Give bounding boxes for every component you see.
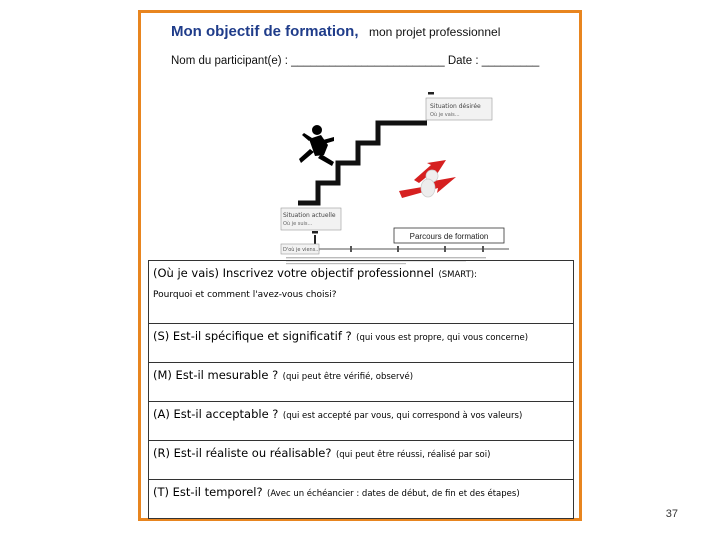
specific-row[interactable] <box>148 323 574 363</box>
realistic-hint: (qui peut être réussi, réalisé par soi) <box>335 450 491 460</box>
red-arrows-figure-icon <box>399 160 456 198</box>
measurable-hint: (qui peut être vérifié, observé) <box>282 372 414 382</box>
participant-name-line: Nom du participant(e) : ________________________ Date : _________ <box>171 55 540 67</box>
page-number: 37 <box>665 508 678 520</box>
where-i-am-label: Où je suis... <box>283 221 313 227</box>
measurable-label: (M) Est-il mesurable ? <box>153 368 279 382</box>
specific-hint: (qui vous est propre, qui vous concerne) <box>356 333 529 343</box>
acceptable-row[interactable] <box>148 401 574 441</box>
current-situation-box <box>281 208 341 230</box>
smart-questions-table <box>148 260 574 518</box>
objective-row[interactable] <box>148 260 574 324</box>
specific-label: (S) Est-il spécifique et significatif ? <box>153 329 352 343</box>
acceptable-label: (A) Est-il acceptable ? <box>153 407 279 421</box>
measurable-row[interactable] <box>148 362 574 402</box>
page-title <box>171 23 500 41</box>
acceptable-hint: (qui est accepté par vous, qui correspond à vos valeurs) <box>282 411 523 421</box>
desired-situation-box <box>426 92 492 120</box>
temporal-hint: (Avec un échéancier : dates de début, de fin et des étapes) <box>267 489 520 499</box>
temporal-label: (T) Est-il temporel? <box>153 485 263 499</box>
objective-why: Pourquoi et comment l'avez-vous choisi? <box>153 290 337 300</box>
current-situation-label: Situation actuelle <box>283 212 336 219</box>
parcours-label: Parcours de formation <box>409 232 489 241</box>
title-main: Mon objectif de formation, <box>171 23 359 40</box>
realistic-label: (R) Est-il réaliste ou réalisable? <box>153 446 332 460</box>
where-i-come-from-label: D'où je viens... <box>283 247 321 253</box>
objective-label: (Où je vais) Inscrivez votre objectif professionnel <box>153 266 434 280</box>
title-sub: mon projet professionnel <box>368 25 501 39</box>
temporal-row[interactable] <box>148 479 574 519</box>
objective-hint: (SMART): <box>438 270 477 280</box>
document-frame <box>138 10 582 521</box>
realistic-row[interactable] <box>148 440 574 480</box>
staircase-illustration <box>256 85 511 265</box>
running-figure-icon <box>299 125 334 166</box>
desired-situation-label: Situation désirée <box>430 103 481 110</box>
where-i-go-label: Où je vais... <box>430 112 460 118</box>
